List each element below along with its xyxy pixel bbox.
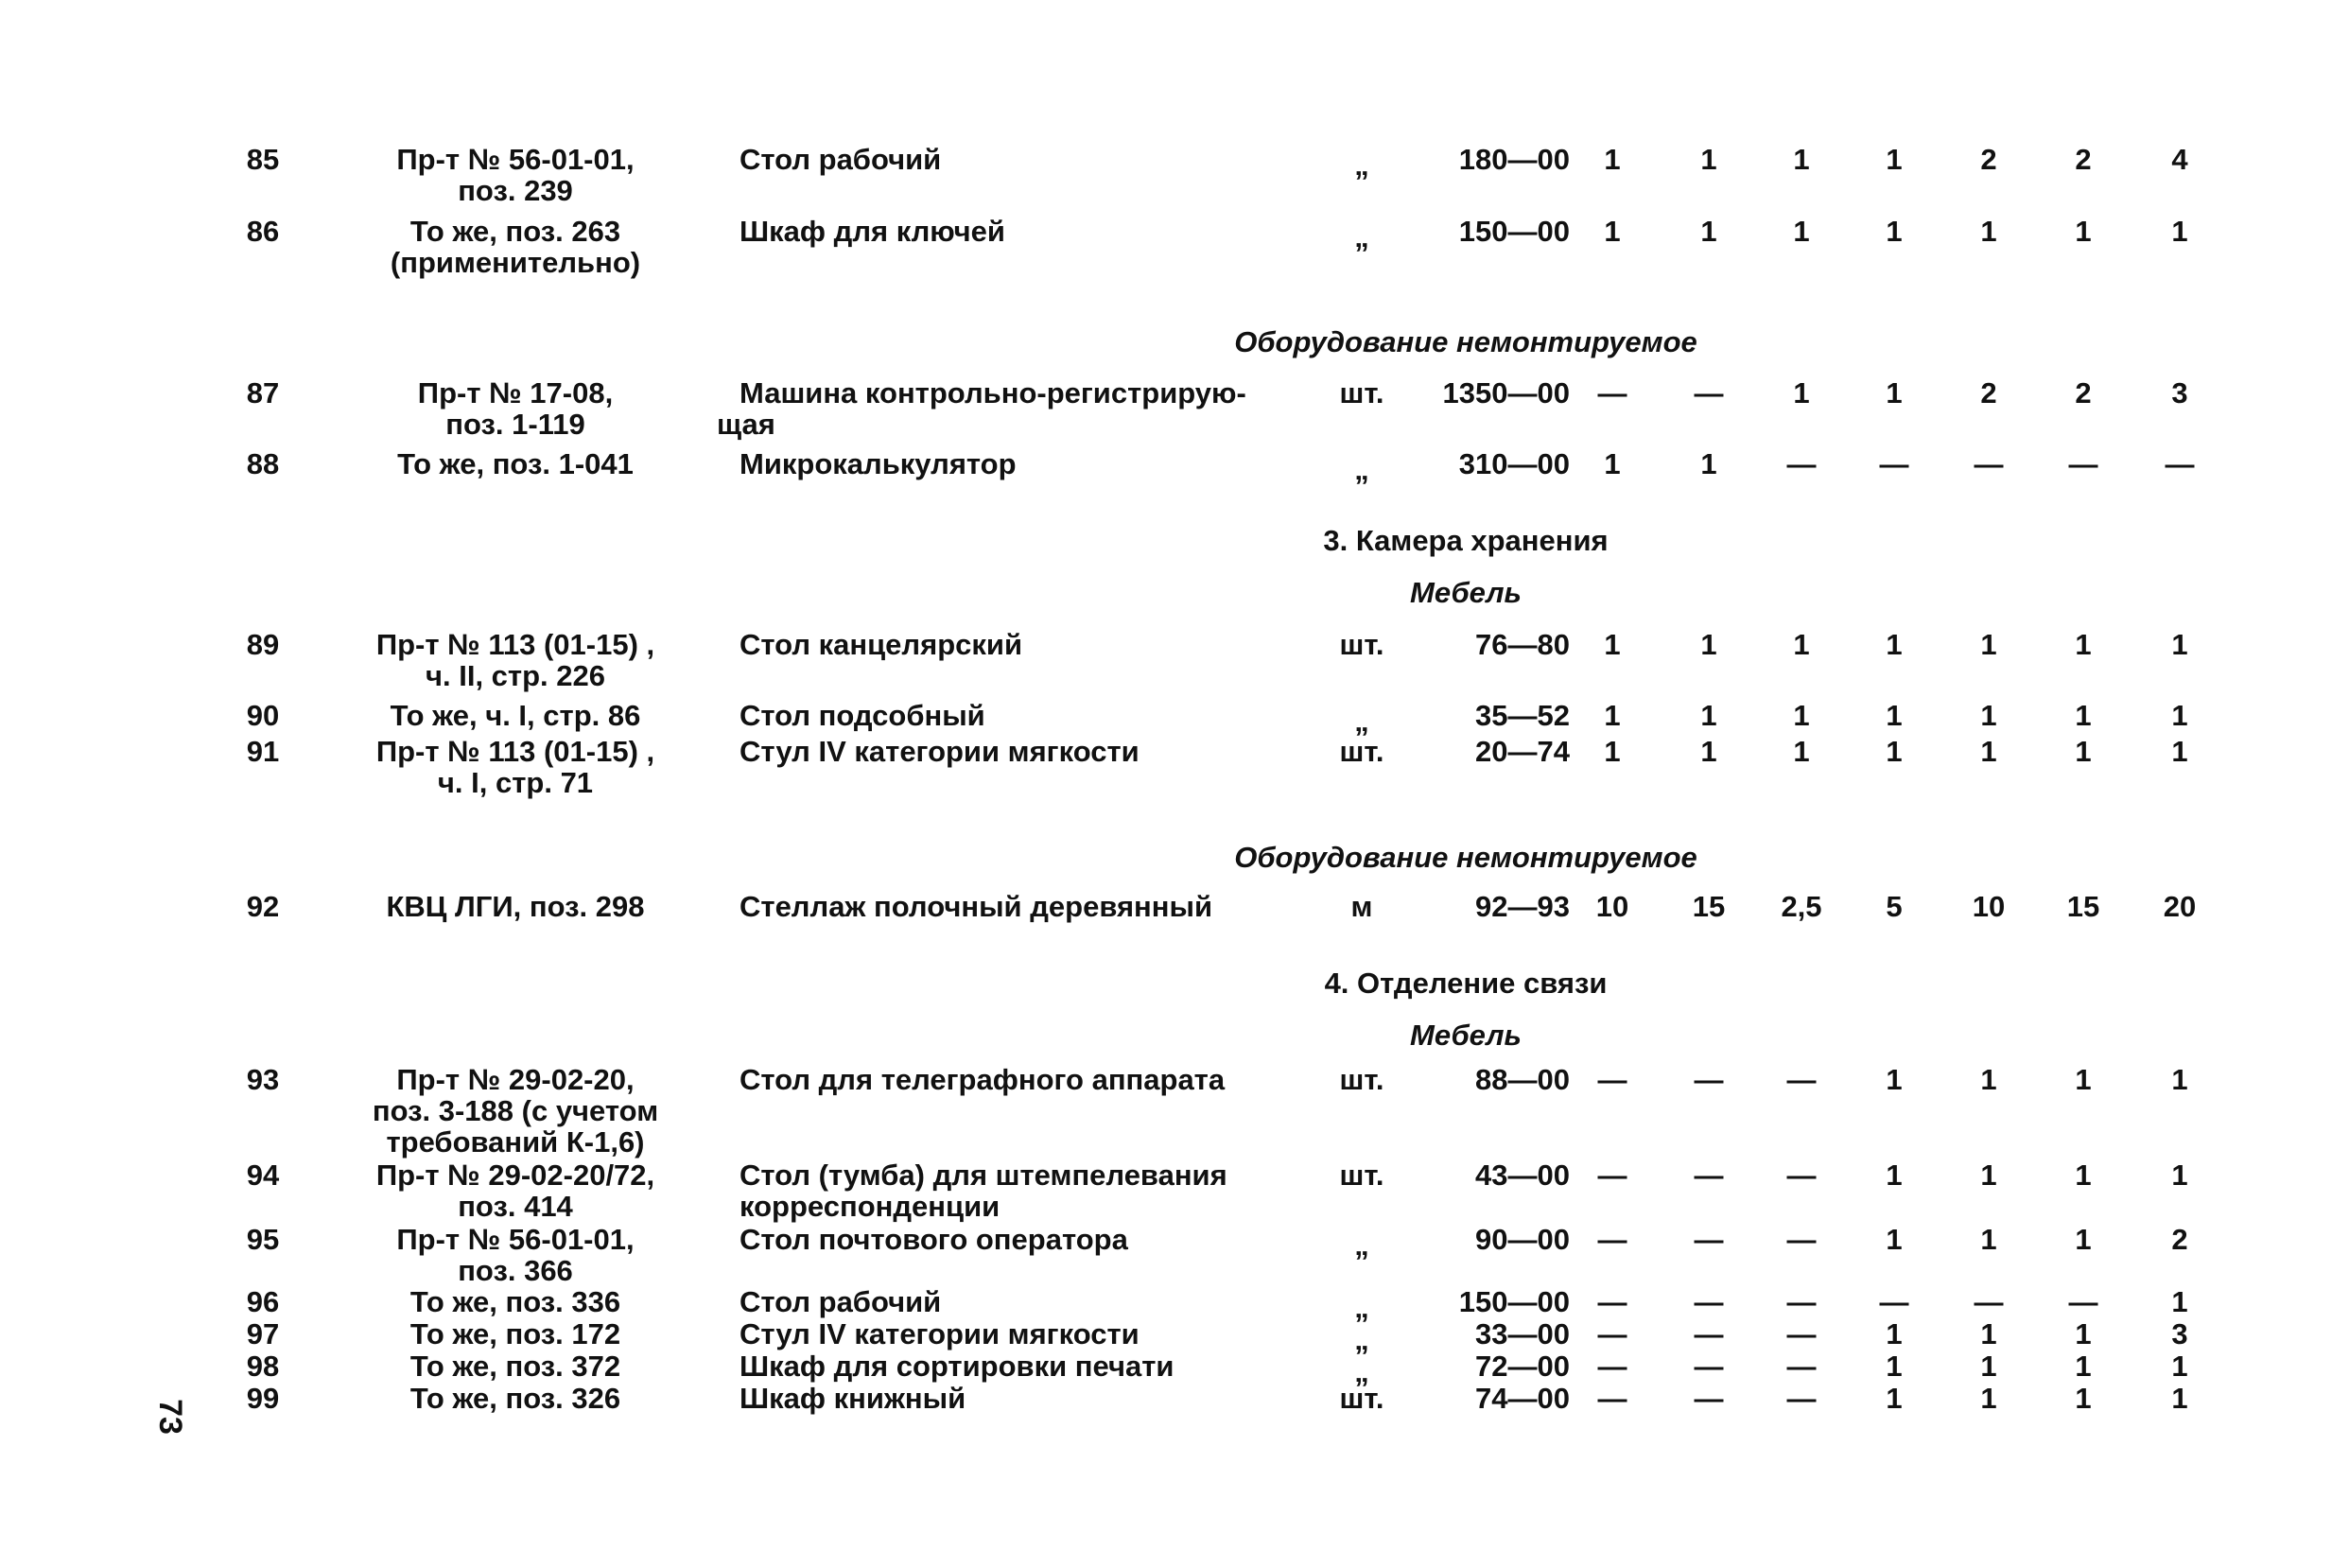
row-quantity: — [2068,447,2098,480]
row-quantity: — [1597,1285,1627,1318]
row-quantity: 1 [1886,699,1903,732]
row-quantity: — [1597,1223,1627,1256]
row-quantity: — [2165,447,2195,480]
row-quantity: 1 [2075,699,2092,732]
row-reference: То же, поз. 172 [409,1317,621,1350]
row-quantity: — [1786,1159,1817,1192]
row-quantity: 1 [1980,1382,1997,1415]
row-quantity: 1 [2171,1350,2188,1383]
row-quantity: 1 [1886,215,1903,248]
row-item-name: Стол рабочий [740,1285,942,1318]
row-reference: поз. 239 [458,174,573,207]
row-number: 88 [246,447,280,480]
row-quantity: 3 [2171,1317,2188,1350]
row-reference: Пр-т № 56-01-01, [396,1223,635,1256]
row-quantity: — [1694,1223,1724,1256]
row-quantity: 1 [2075,1382,2092,1415]
row-reference: Пр-т № 113 (01-15) , [375,628,655,661]
row-unit: шт. [1339,376,1384,409]
row-unit: шт. [1339,628,1384,661]
row-quantity: 1 [1793,215,1810,248]
row-quantity: 15 [1692,890,1726,923]
subsection-heading: Оборудование немонтируемое [1234,841,1697,874]
row-item-name: Стул IV категории мягкости [740,735,1140,768]
row-reference: Пр-т № 29-02-20, [396,1063,635,1096]
row-item-name: Стол (тумба) для штемпелевания [740,1159,1227,1192]
row-unit: шт. [1339,1382,1384,1415]
row-number: 96 [246,1285,280,1318]
row-quantity: 1 [2075,215,2092,248]
section-heading: 4. Отделение связи [1324,967,1608,1000]
row-quantity: 1 [2171,735,2188,768]
row-quantity: 10 [1595,890,1629,923]
row-reference: Пр-т № 56-01-01, [396,143,635,176]
row-reference: поз. 414 [458,1190,573,1223]
row-price: 20—74 [1475,735,1570,768]
row-quantity: 1 [1980,1159,1997,1192]
row-quantity: 1 [2075,1223,2092,1256]
row-quantity: — [1879,447,1909,480]
row-quantity: — [1597,1317,1627,1350]
row-quantity: 4 [2171,143,2188,176]
row-quantity: — [1597,1350,1627,1383]
row-number: 93 [246,1063,280,1096]
row-reference: поз. 3-188 (с учетом [372,1094,659,1127]
row-number: 92 [246,890,280,923]
row-quantity: 1 [1700,735,1717,768]
row-number: 97 [246,1317,280,1350]
row-reference: (применительно) [390,246,641,279]
row-quantity: 1 [2171,1285,2188,1318]
row-quantity: — [1879,1285,1909,1318]
row-quantity: 1 [1980,1063,1997,1096]
row-quantity: — [1694,1285,1724,1318]
row-quantity: 1 [1604,735,1621,768]
row-price: 310—00 [1458,447,1570,480]
row-quantity: 1 [1886,1223,1903,1256]
row-quantity: 2,5 [1781,890,1822,923]
row-price: 33—00 [1475,1317,1570,1350]
row-quantity: 1 [1886,1350,1903,1383]
row-price: 35—52 [1475,699,1570,732]
row-quantity: 1 [1604,628,1621,661]
row-number: 98 [246,1350,280,1383]
row-price: 76—80 [1475,628,1570,661]
row-reference: требований К-1,6) [386,1125,645,1159]
row-unit: м [1350,890,1373,923]
row-price: 150—00 [1458,1285,1570,1318]
row-quantity: 1 [2171,628,2188,661]
row-item-name: Стул IV категории мягкости [740,1317,1140,1350]
row-reference: Пр-т № 17-08, [417,376,614,409]
row-quantity: 1 [1793,628,1810,661]
row-quantity: 1 [1886,1382,1903,1415]
row-quantity: 2 [2171,1223,2188,1256]
row-quantity: 1 [1886,1063,1903,1096]
row-item-name: Шкаф книжный [740,1382,966,1415]
row-quantity: 1 [2075,1350,2092,1383]
row-item-name: Шкаф для сортировки печати [740,1350,1174,1383]
row-item-name: корреспонденции [740,1190,1000,1223]
row-quantity: 1 [1793,735,1810,768]
row-item-name: Стол канцелярский [740,628,1022,661]
row-reference: То же, поз. 372 [409,1350,621,1383]
row-quantity: 1 [1886,143,1903,176]
row-price: 88—00 [1475,1063,1570,1096]
page-number: 73 [152,1399,188,1435]
row-quantity: — [1597,1063,1627,1096]
row-unit: „ [1354,148,1369,182]
row-unit: „ [1354,453,1369,486]
row-quantity: — [1786,1063,1817,1096]
row-quantity: 1 [2075,1317,2092,1350]
subsection-heading: Мебель [1410,576,1522,609]
row-unit: „ [1354,1355,1369,1388]
row-unit: „ [1354,1228,1369,1262]
row-quantity: — [1694,1063,1724,1096]
row-quantity: — [1974,447,2004,480]
row-reference: То же, поз. 263 [409,215,621,248]
row-price: 90—00 [1475,1223,1570,1256]
row-quantity: — [1694,1382,1724,1415]
row-quantity: — [1786,447,1817,480]
row-quantity: 1 [1604,447,1621,480]
row-unit: шт. [1339,1063,1384,1096]
row-item-name: Машина контрольно-регистрирую- [740,376,1246,409]
row-quantity: 1 [1604,215,1621,248]
row-quantity: 1 [2075,628,2092,661]
row-quantity: 1 [1980,1223,1997,1256]
row-reference: поз. 366 [458,1254,573,1287]
row-number: 95 [246,1223,280,1256]
row-quantity: — [1694,376,1724,409]
row-quantity: 1 [1980,1350,1997,1383]
row-unit: шт. [1339,735,1384,768]
row-quantity: 1 [2171,699,2188,732]
row-item-name: Шкаф для ключей [740,215,1005,248]
row-quantity: 1 [1886,735,1903,768]
row-item-name: Стол для телеграфного аппарата [740,1063,1226,1096]
row-price: 92—93 [1475,890,1570,923]
row-quantity: — [1597,1382,1627,1415]
row-quantity: 1 [2075,1063,2092,1096]
row-quantity: — [1597,376,1627,409]
row-quantity: 2 [2075,143,2092,176]
row-unit: „ [1354,220,1369,253]
row-quantity: 2 [1980,143,1997,176]
row-quantity: 1 [2171,1063,2188,1096]
row-quantity: — [1694,1350,1724,1383]
row-quantity: 1 [1980,215,1997,248]
row-unit: „ [1354,1291,1369,1324]
row-quantity: — [1786,1285,1817,1318]
row-quantity: 2 [2075,376,2092,409]
row-unit: „ [1354,1323,1369,1356]
row-item-name: Микрокалькулятор [740,447,1017,480]
row-reference: ч. I, стр. 71 [437,766,594,799]
row-quantity: 10 [1972,890,2006,923]
row-price: 1350—00 [1442,376,1570,409]
row-quantity: 20 [2163,890,2197,923]
row-quantity: 1 [1793,143,1810,176]
row-quantity: 1 [1700,699,1717,732]
row-quantity: 1 [1793,699,1810,732]
row-item-name: щая [717,408,775,441]
row-reference: Пр-т № 29-02-20/72, [375,1159,655,1192]
row-quantity: 3 [2171,376,2188,409]
row-number: 85 [246,143,280,176]
row-number: 86 [246,215,280,248]
row-number: 91 [246,735,280,768]
row-reference: То же, поз. 336 [409,1285,621,1318]
row-quantity: 1 [1980,735,1997,768]
subsection-heading: Оборудование немонтируемое [1234,325,1697,358]
row-quantity: 1 [1886,1159,1903,1192]
row-quantity: 1 [1700,447,1717,480]
row-quantity: 2 [1980,376,1997,409]
row-quantity: 15 [2066,890,2100,923]
row-quantity: 5 [1886,890,1903,923]
row-quantity: — [1786,1223,1817,1256]
row-reference: То же, поз. 326 [409,1382,621,1415]
row-reference: То же, ч. I, стр. 86 [390,699,641,732]
row-number: 99 [246,1382,280,1415]
row-unit: „ [1354,705,1369,738]
row-number: 90 [246,699,280,732]
row-quantity: 1 [2171,1382,2188,1415]
row-reference: КВЦ ЛГИ, поз. 298 [386,890,645,923]
section-heading: 3. Камера хранения [1323,524,1609,557]
row-quantity: 1 [1793,376,1810,409]
row-quantity: 1 [1700,215,1717,248]
row-quantity: 1 [1886,628,1903,661]
row-reference: ч. II, стр. 226 [426,659,605,692]
row-quantity: — [1786,1350,1817,1383]
row-quantity: — [1786,1382,1817,1415]
row-number: 89 [246,628,280,661]
row-reference: Пр-т № 113 (01-15) , [375,735,655,768]
row-quantity: 1 [1886,376,1903,409]
row-quantity: 1 [1700,143,1717,176]
row-unit: шт. [1339,1159,1384,1192]
subsection-heading: Мебель [1410,1019,1522,1052]
row-quantity: 1 [1604,143,1621,176]
row-quantity: 1 [2171,215,2188,248]
row-number: 87 [246,376,280,409]
row-quantity: 1 [2075,1159,2092,1192]
row-reference: поз. 1-119 [445,408,585,441]
row-price: 180—00 [1458,143,1570,176]
row-quantity: — [1694,1159,1724,1192]
row-price: 150—00 [1458,215,1570,248]
row-item-name: Стол рабочий [740,143,942,176]
row-quantity: 1 [2171,1159,2188,1192]
row-quantity: 1 [1700,628,1717,661]
row-quantity: 1 [2075,735,2092,768]
row-quantity: — [1974,1285,2004,1318]
row-quantity: — [1597,1159,1627,1192]
row-item-name: Стол подсобный [740,699,985,732]
row-quantity: — [2068,1285,2098,1318]
row-item-name: Стеллаж полочный деревянный [740,890,1213,923]
row-quantity: 1 [1980,628,1997,661]
row-quantity: 1 [1604,699,1621,732]
row-quantity: — [1694,1317,1724,1350]
row-price: 72—00 [1475,1350,1570,1383]
row-quantity: 1 [1886,1317,1903,1350]
row-quantity: 1 [1980,1317,1997,1350]
row-quantity: 1 [1980,699,1997,732]
row-quantity: — [1786,1317,1817,1350]
row-price: 43—00 [1475,1159,1570,1192]
row-reference: То же, поз. 1-041 [397,447,634,480]
row-price: 74—00 [1475,1382,1570,1415]
row-number: 94 [246,1159,280,1192]
row-item-name: Стол почтового оператора [740,1223,1128,1256]
